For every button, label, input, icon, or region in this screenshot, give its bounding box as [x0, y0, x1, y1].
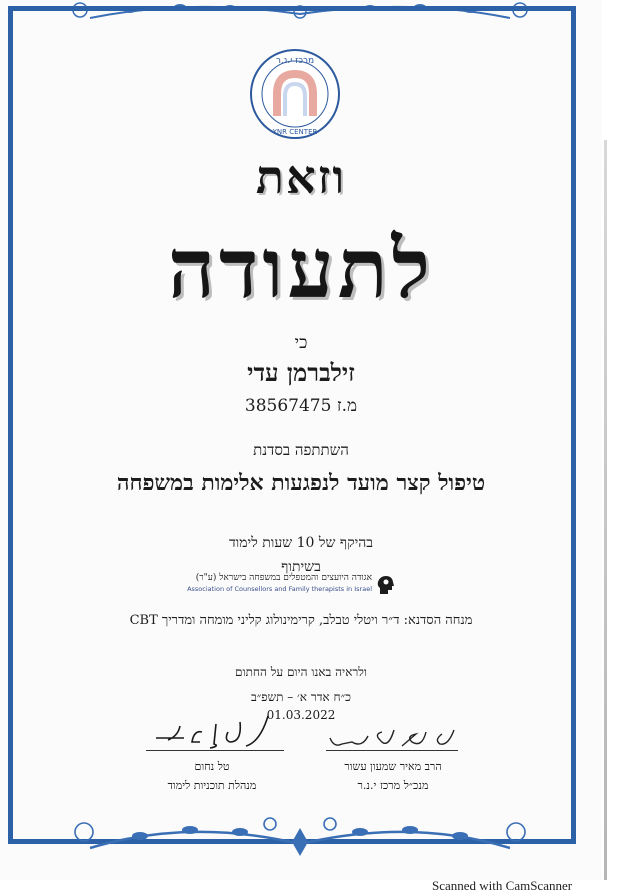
gregorian-date: 01.03.2022 — [266, 708, 336, 722]
course-title: טיפול קצר מועד לנפגעות אלימות במשפחה — [116, 470, 486, 496]
signature-line-right — [326, 750, 458, 751]
heading-small: וזאת — [255, 150, 347, 204]
signer-right-name: הרב מאיר שמעון עשור — [344, 760, 442, 773]
cooperation-text: בשיתוף — [281, 559, 321, 575]
logo-english-text: YNR CENTER — [272, 128, 318, 136]
signature-tal-nachum — [150, 712, 280, 754]
witness-text: ולראיה באנו היום על החתום — [235, 665, 367, 679]
camscanner-watermark: Scanned with CamScanner — [432, 878, 573, 893]
workshop-guide: מנחה הסדנא: ד״ר ויטלי טבלב, קרימינולוג קליני מומחה ומדריך CBT — [129, 613, 473, 628]
recipient-name: זילברמן עדי — [247, 358, 355, 387]
hebrew-date: כ״ח אדר א׳ – תשפ״ב — [250, 690, 352, 704]
course-hours: בהיקף של 10 שעות לימוד — [228, 535, 374, 551]
bottom-floral-ornament — [70, 808, 530, 868]
logo-hebrew-text: מרכז י.נ.ר — [275, 56, 315, 66]
signer-left-title: מנהלת תוכניות לימוד — [167, 779, 257, 792]
association-logo — [187, 572, 398, 598]
signature-line-left — [146, 750, 284, 751]
participated-text: השתתפה בסדנת — [253, 441, 349, 459]
ynr-center-logo — [247, 46, 343, 142]
association-hebrew-name: אגודה היועצים והמטפלים במשפחה בישראל (ע"ר) — [195, 573, 372, 583]
id-prefix: מ.ז — [336, 396, 358, 416]
recipient-id-line — [0, 396, 602, 416]
heading-big: לתעודה — [167, 221, 435, 317]
association-head-icon — [374, 574, 396, 596]
signer-right-title: מנכ״ל מרכז י.נ.ר — [357, 779, 429, 792]
ki-label: כי — [294, 333, 308, 353]
association-english-name: Association of Counsellors and Family therapists in Israel — [187, 585, 372, 593]
page-edge-shadow — [604, 140, 607, 880]
signer-left-name: טל נחום — [194, 760, 230, 773]
id-number: 38567475 — [244, 396, 332, 416]
